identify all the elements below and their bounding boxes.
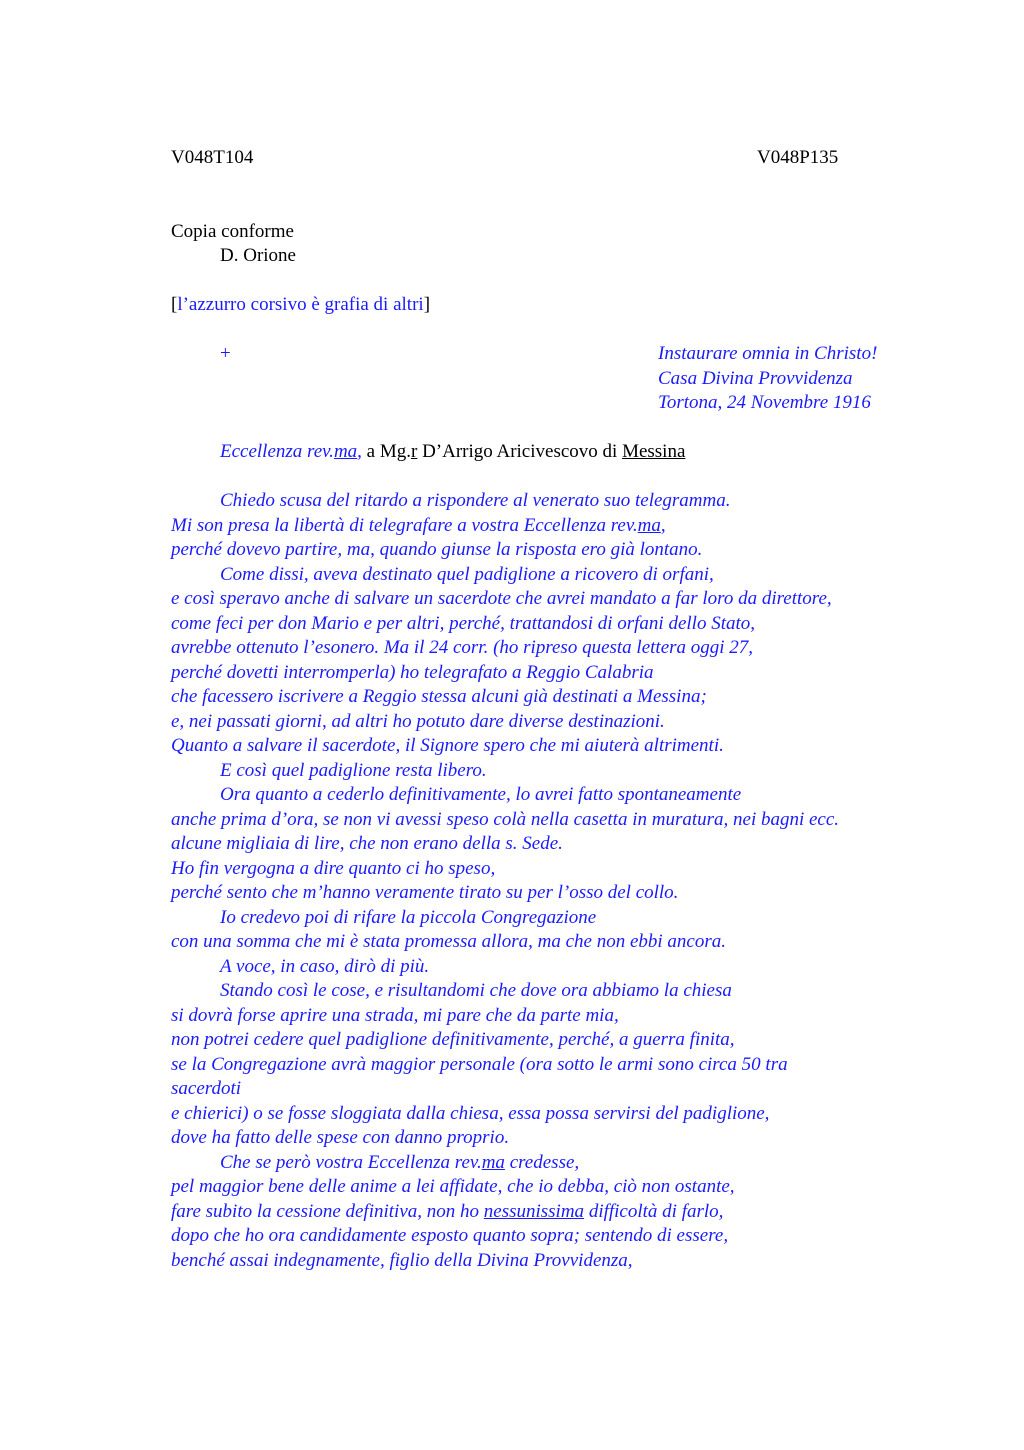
letterhead-motto: Instaurare omnia in Christo! [658,343,878,364]
salutation-title-abbrev: ma [333,441,358,462]
body-line-text: Mi son presa la libertà di telegrafare a vostra Eccellenza rev. [171,514,638,536]
body-line: Quanto a salvare il sacerdote, il Signore spero che mi aiuterà altrimenti. [171,735,724,756]
body-line-text: Che se però vostra Eccellenza rev. [220,1151,482,1173]
body-line: sacerdoti [171,1078,242,1099]
body-line: e così speravo anche di salvare un sacerdote che avrei mandato a far loro da direttore, [171,588,832,609]
salutation-title-comma: , [357,441,362,462]
letter-body [171,489,911,1273]
body-line: A voce, in caso, dirò di più. [220,955,430,977]
salutation-title-text: Eccellenza rev. [220,441,334,462]
attestation-signature: D. Orione [220,245,296,266]
body-line: perché sento che m’hanno veramente tirato su per l’osso del collo. [171,882,679,903]
recipient-prefix: a Mg. [361,441,411,462]
body-line: con una somma che mi è stata promessa allora, ma che non ebbi ancora. [171,931,726,952]
body-line: se la Congregazione avrà maggior personale (ora sotto le armi sono circa 50 tra [171,1053,788,1075]
body-line: Ora quanto a cederlo definitivamente, lo avrei fatto spontaneamente [220,784,742,805]
body-line: Chiedo scusa del ritardo a rispondere al venerato suo telegramma. [220,490,731,511]
body-line-underlined: ma [637,514,661,536]
letterhead-place-date: Tortona, 24 Novembre 1916 [658,392,871,413]
body-line: si dovrà forse aprire una strada, mi pare che da parte mia, [171,1004,619,1026]
body-line-text: fare subito la cessione definitiva, non ho [171,1200,484,1222]
body-line: Stando così le cose, e risultandomi che dove ora abbiamo la chiesa [220,980,732,1001]
document-id-left: V048T104 [171,147,254,168]
body-line [171,1151,911,1176]
letterhead-institution: Casa Divina Provvidenza [658,367,853,389]
cross-symbol: + [220,343,231,364]
recipient-city: Messina [622,441,686,462]
attestation-copy: Copia conforme [171,221,294,242]
body-line: perché dovetti interromperla) ho telegrafato a Reggio Calabria [171,661,654,683]
body-line: benché assai indegnamente, figlio della Divina Provvidenza, [171,1249,633,1271]
body-line: dove ha fatto delle spese con danno proprio. [171,1127,510,1148]
body-line: e, nei passati giorni, ad altri ho potuto dare diverse destinazioni. [171,710,665,732]
body-line: Ho fin vergogna a dire quanto ci ho speso, [171,857,496,879]
body-line [171,514,911,539]
note-text: l’azzurro corsivo è grafia di altri [177,294,424,315]
body-line-text: credesse, [504,1151,580,1173]
note-open-bracket: [ [171,294,178,315]
body-line-underlined: nessunissima [483,1200,585,1222]
body-line: perché dovevo partire, ma, quando giunse la risposta ero già lontano. [171,539,703,560]
body-line: avrebbe ottenuto l’esonero. Ma il 24 corr. (ho ripreso questa lettera oggi 27, [171,637,754,658]
salutation-recipient [362,441,685,462]
body-line: alcune migliaia di lire, che non erano della s. Sede. [171,833,563,854]
body-line-text: difficoltà di farlo, [584,1200,724,1222]
body-line: Come dissi, aveva destinato quel padiglione a ricovero di orfani, [220,563,714,585]
recipient-abbrev: r [411,441,418,462]
body-line: dopo che ho ora candidamente esposto quanto sopra; sentendo di essere, [171,1225,729,1246]
document-id-right: V048P135 [757,147,839,168]
body-line: che facessero iscrivere a Reggio stessa alcuni già destinati a Messina; [171,686,707,707]
body-line: anche prima d’ora, se non vi avessi speso colà nella casetta in muratura, nei bagni ecc. [171,808,840,830]
recipient-name: D’Arrigo Aricivescovo di [417,441,623,462]
body-line: non potrei cedere quel padiglione definitivamente, perché, a guerra finita, [171,1029,735,1050]
body-line-underlined: ma [481,1151,505,1173]
letterhead [658,342,877,416]
note-close-bracket: ] [423,294,431,315]
body-line: e chierici) o se fosse sloggiata dalla chiesa, essa possa servirsi del padiglione, [171,1102,770,1124]
body-line: pel maggior bene delle anime a lei affidate, che io debba, ciò non ostante, [171,1176,735,1197]
body-line: E così quel padiglione resta libero. [220,759,487,781]
body-line: come feci per don Mario e per altri, perché, trattandosi di orfani dello Stato, [171,612,755,634]
salutation [220,440,685,465]
body-line [171,1200,911,1225]
salutation-title [220,441,362,462]
body-line-text: , [660,514,666,536]
body-line: Io credevo poi di rifare la piccola Congregazione [220,906,597,928]
editorial-note [171,293,430,318]
